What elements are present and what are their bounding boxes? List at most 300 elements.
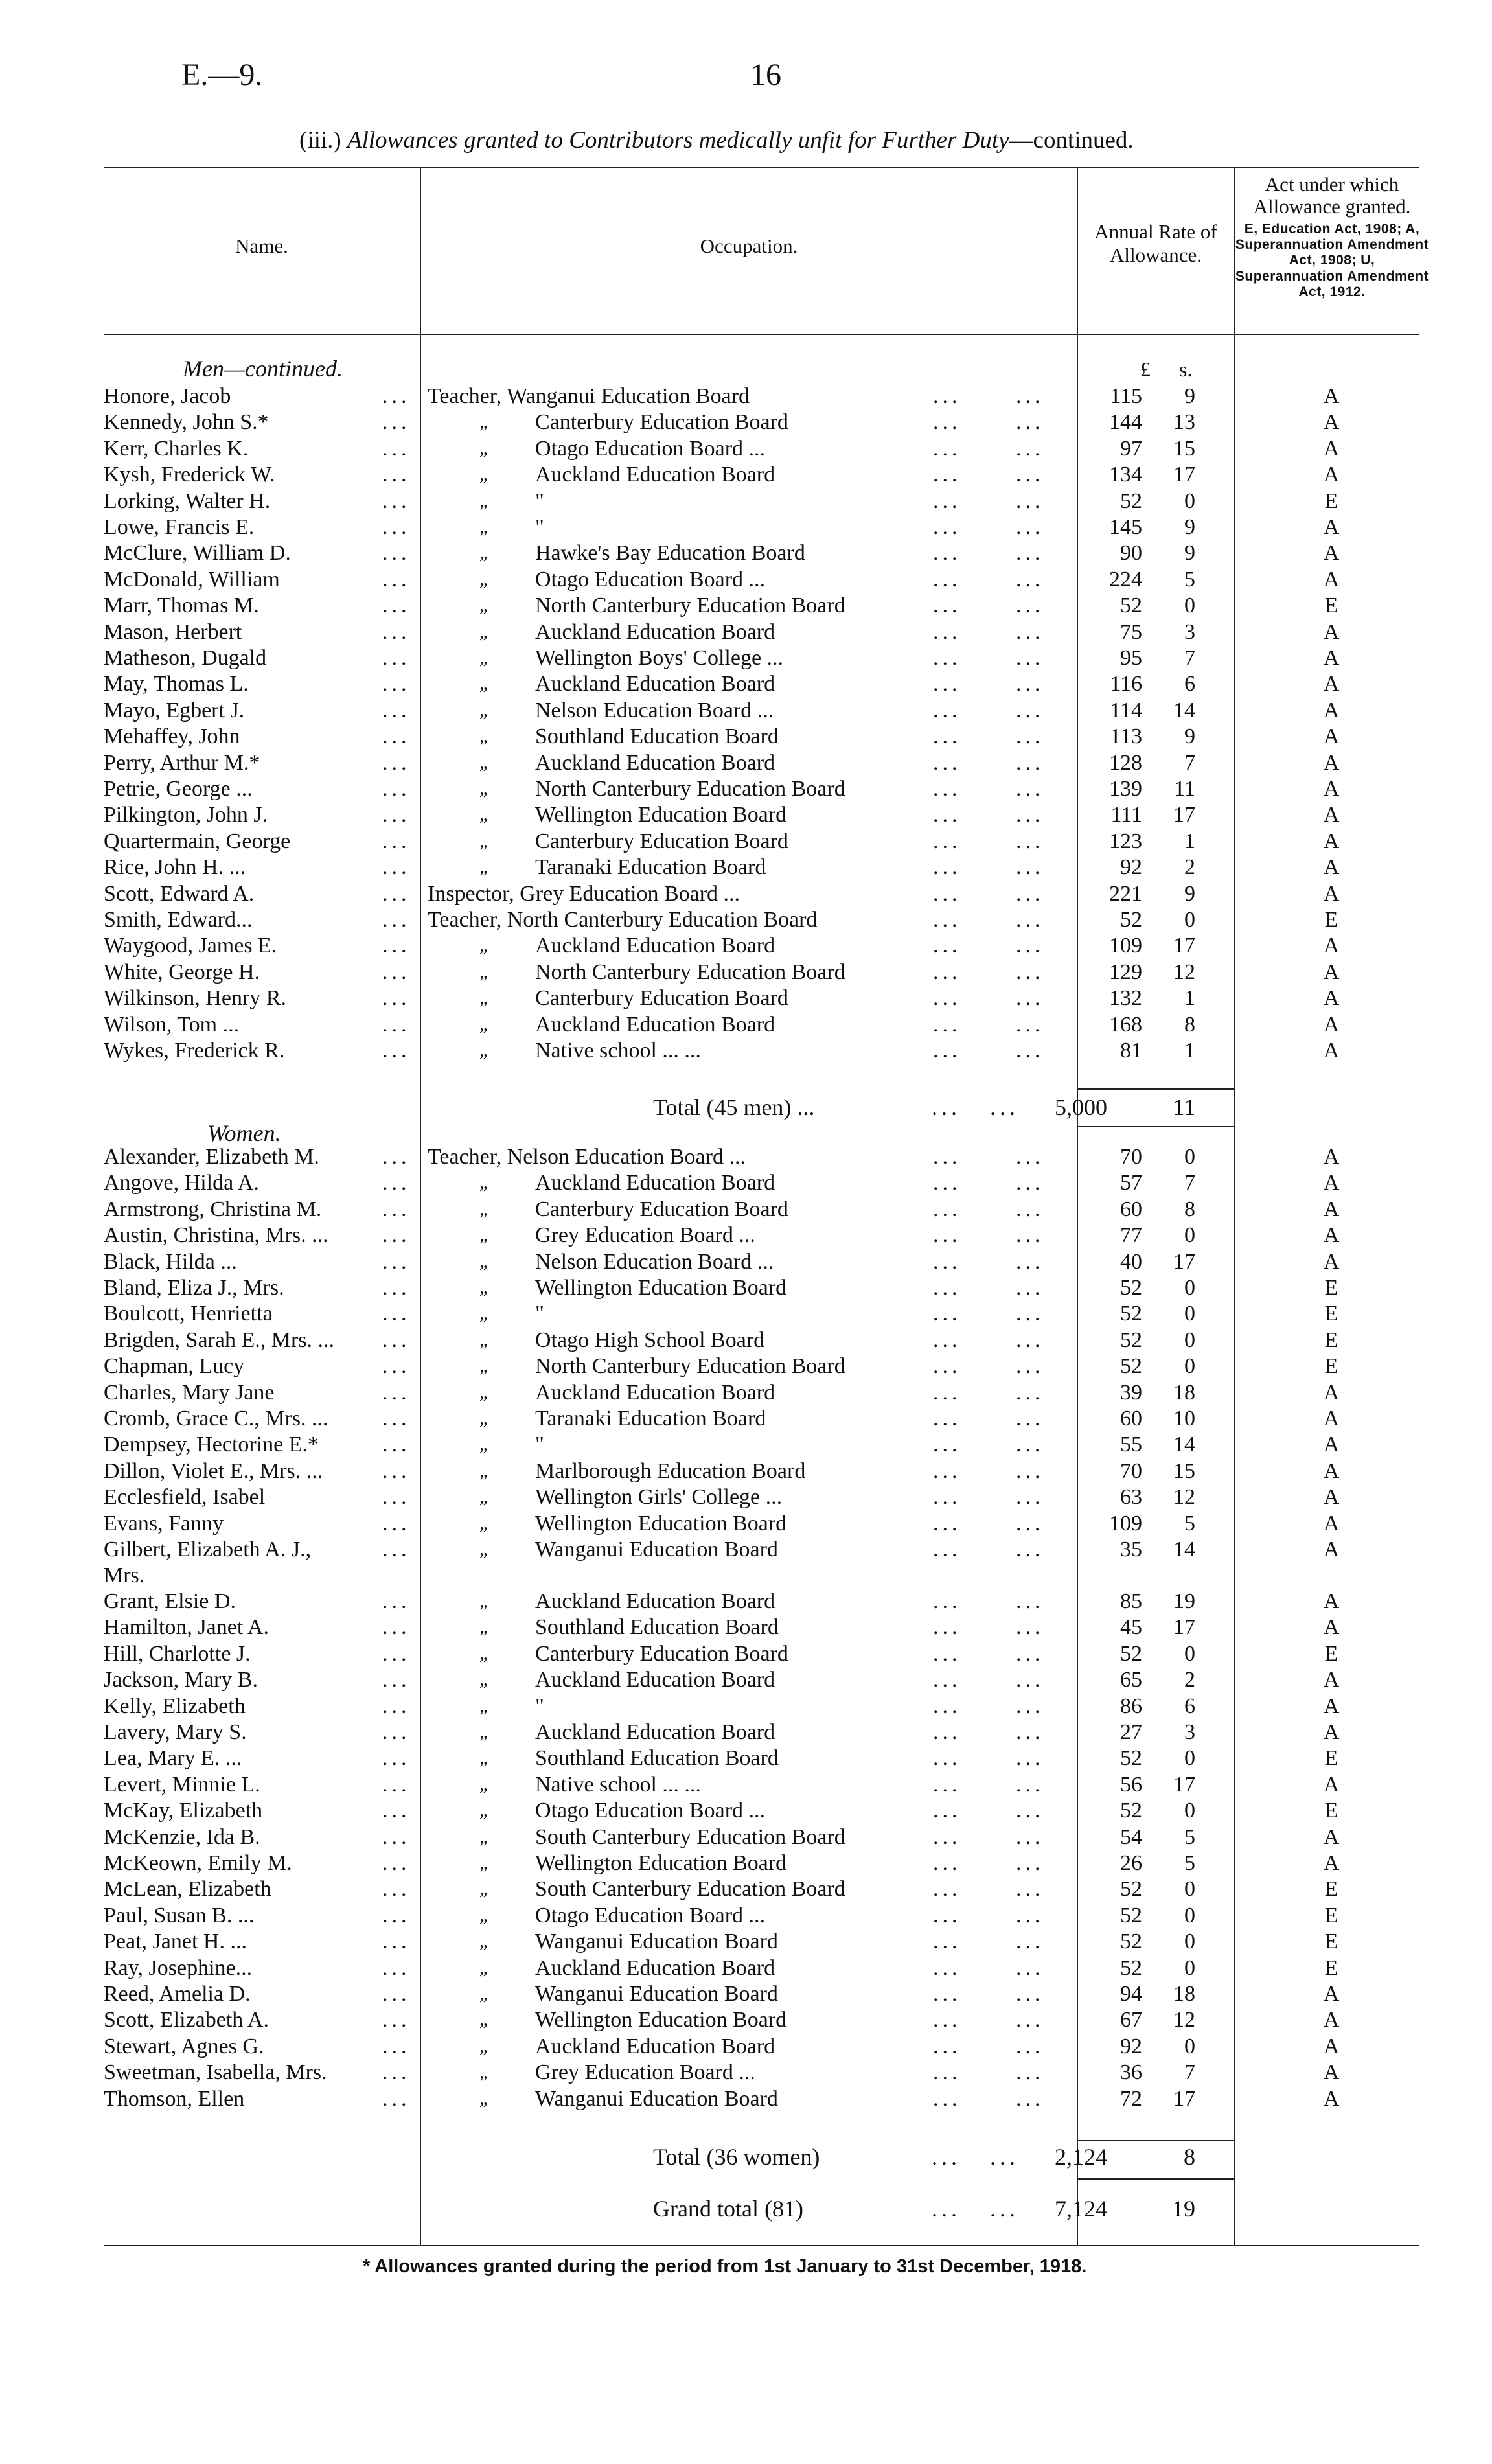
row-occupation-leader: ... [933,698,961,722]
ditto-mark: „ [479,1251,490,1272]
ditto-mark: „ [479,2062,490,2083]
report-code: E.—9. [181,58,263,92]
row-shillings: 0 [1184,1955,1195,1980]
row-name-leader: ... [382,698,411,722]
table-row [0,776,1492,802]
table-row [0,1038,1492,1064]
ditto-mark: „ [479,1434,490,1455]
row-occupation-leader: ... [933,1877,961,1902]
row-pounds: 56 [1120,1772,1142,1797]
row-name: Quartermain, George [104,829,291,853]
row-occupation-leader: ... [933,1145,961,1169]
row-name-leader: ... [382,777,411,801]
table-row [0,436,1492,462]
row-pounds: 221 [1109,881,1142,906]
row-occupation: Auckland Education Board [535,1589,775,1613]
table-top-rule [104,167,1419,168]
row-act: E [1324,908,1338,932]
row-occupation-leader: ... [1016,1249,1044,1274]
row-occupation-leader: ... [1016,803,1044,827]
row-name: McClure, William D. [104,541,291,566]
row-occupation-leader: ... [1016,986,1044,1011]
row-name-leader: ... [382,1171,411,1195]
ditto-mark: „ [479,1041,490,1061]
row-occupation-leader: ... [1016,750,1044,775]
row-shillings: 17 [1173,1249,1195,1274]
row-name-leader: ... [382,2060,411,2085]
row-occupation-leader: ... [933,1851,961,1875]
row-pounds: 65 [1120,1668,1142,1692]
row-occupation: Otago Education Board ... [535,1903,766,1928]
women-total-leader: ... ... [932,2144,1019,2170]
table-row [0,985,1492,1011]
row-name-leader: ... [382,934,411,958]
row-act: A [1323,1589,1340,1613]
row-occupation: Auckland Education Board [535,1012,775,1037]
row-act: E [1324,1903,1338,1928]
row-occupation-leader: ... [1016,541,1044,566]
row-occupation-leader: ... [1016,1641,1044,1666]
row-act: A [1323,1458,1340,1483]
grand-total-label: Grand total (81) [653,2196,803,2222]
row-occupation-leader: ... [933,1799,961,1823]
row-name: Evans, Fanny [104,1511,224,1536]
row-name-leader: ... [382,1903,411,1928]
row-name: Mehaffey, John [104,724,240,749]
row-shillings: 0 [1184,1276,1195,1300]
row-occupation: North Canterbury Education Board [535,593,845,618]
row-occupation: Marlborough Education Board [535,1458,806,1483]
table-row [0,1484,1492,1510]
row-occupation-leader: ... [1016,698,1044,722]
row-name-leader: ... [382,1615,411,1640]
row-name: Marr, Thomas M. [104,593,259,618]
row-occupation: Teacher, Nelson Education Board ... [428,1145,746,1169]
women-total-bottom-rule [1077,2178,1234,2180]
row-occupation: Southland Education Board [535,1615,779,1640]
row-name: Rice, John H. ... [104,855,246,880]
row-occupation-leader: ... [933,1012,961,1037]
row-pounds: 144 [1109,410,1142,435]
row-name-leader: ... [382,541,411,566]
ditto-mark: „ [479,1722,490,1742]
row-occupation-leader: ... [1016,1694,1044,1718]
row-name-leader: ... [382,1668,411,1692]
row-occupation-leader: ... [933,1249,961,1274]
row-name-leader: ... [382,384,411,408]
row-occupation-leader: ... [1016,1955,1044,1980]
ditto-mark: „ [479,1278,490,1298]
row-name-leader: ... [382,1354,411,1379]
men-total-top-rule [1077,1088,1234,1090]
row-occupation: Otago Education Board ... [535,436,766,461]
table-row [0,750,1492,776]
row-occupation-leader: ... [1016,1223,1044,1248]
row-shillings: 17 [1173,803,1195,827]
row-pounds: 52 [1120,1903,1142,1928]
row-name-leader: ... [382,1485,411,1510]
table-row [0,724,1492,750]
ditto-mark: „ [479,1539,490,1560]
row-name-leader: ... [382,1799,411,1823]
row-act: A [1323,1171,1340,1195]
row-name: Petrie, George ... [104,777,253,801]
ditto-mark: „ [479,1591,490,1611]
row-name-leader: ... [382,1982,411,2006]
table-row [0,1275,1492,1301]
row-occupation: Native school ... ... [535,1772,701,1797]
ditto-mark: „ [479,1173,490,1193]
table-row [0,1249,1492,1275]
row-occupation-leader: ... [933,567,961,592]
row-shillings: 11 [1174,777,1195,801]
table-row [0,1876,1492,1902]
row-occupation: Auckland Education Board [535,750,775,775]
row-name: Austin, Christina, Mrs. ... [104,1223,328,1248]
table-row [0,1511,1492,1537]
row-shillings: 15 [1173,436,1195,461]
row-pounds: 109 [1109,934,1142,958]
row-name-leader: ... [382,1380,411,1405]
row-occupation-leader: ... [1016,960,1044,984]
row-occupation-leader: ... [933,1746,961,1771]
row-name: Lavery, Mary S. [104,1720,247,1744]
row-occupation: Wellington Education Board [535,1851,787,1875]
table-row [0,881,1492,907]
row-pounds: 63 [1120,1485,1142,1510]
row-occupation-leader: ... [933,410,961,435]
ditto-mark: „ [479,2088,490,2109]
table-row [0,645,1492,671]
row-pounds: 123 [1109,829,1142,853]
men-total-bottom-rule [1077,1126,1234,1127]
row-shillings: 17 [1173,2086,1195,2111]
row-occupation-leader: ... [1016,463,1044,487]
row-pounds: 72 [1120,2086,1142,2111]
row-pounds: 132 [1109,986,1142,1011]
row-act: A [1323,515,1340,539]
row-name: Alexander, Elizabeth M. [104,1145,319,1169]
row-occupation-leader: ... [1016,515,1044,539]
row-shillings: 18 [1173,1380,1195,1405]
row-name-leader: ... [382,1458,411,1483]
row-name: Kelly, Elizabeth [104,1694,246,1718]
row-shillings: 0 [1184,593,1195,618]
row-name-leader: ... [382,436,411,461]
table-row [0,829,1492,855]
row-act: A [1323,2034,1340,2058]
unit-shillings: s. [1179,358,1193,381]
row-occupation: " [535,515,544,539]
row-shillings: 0 [1184,1641,1195,1666]
row-pounds: 52 [1120,1877,1142,1902]
ditto-mark: „ [479,490,490,511]
row-name-continuation: Mrs. [104,1563,145,1587]
row-name-leader: ... [382,463,411,487]
ditto-mark: „ [479,1801,490,1821]
row-pounds: 92 [1120,855,1142,880]
row-act: A [1323,724,1340,749]
row-shillings: 9 [1184,541,1195,566]
row-occupation-leader: ... [1016,384,1044,408]
ditto-mark: „ [479,1774,490,1795]
row-pounds: 60 [1120,1407,1142,1431]
row-pounds: 52 [1120,1799,1142,1823]
row-act: A [1323,777,1340,801]
row-shillings: 2 [1184,855,1195,880]
row-name: Matheson, Dugald [104,646,267,670]
row-shillings: 7 [1184,750,1195,775]
row-act: A [1323,1485,1340,1510]
row-shillings: 9 [1184,384,1195,408]
row-occupation: Wellington Boys' College ... [535,646,784,670]
row-pounds: 67 [1120,2008,1142,2032]
row-name-leader: ... [382,1772,411,1797]
row-pounds: 95 [1120,646,1142,670]
row-name: Kysh, Frederick W. [104,463,275,487]
row-occupation: Hawke's Bay Education Board [535,541,805,566]
row-pounds: 115 [1110,384,1142,408]
row-shillings: 5 [1184,1511,1195,1536]
row-pounds: 114 [1110,698,1142,722]
row-name: May, Thomas L. [104,672,249,697]
row-shillings: 3 [1184,619,1195,644]
row-name-leader: ... [382,1328,411,1352]
row-name: Bland, Eliza J., Mrs. [104,1276,284,1300]
row-occupation-leader: ... [1016,829,1044,853]
ditto-mark: „ [479,1199,490,1219]
title-suffix: —continued. [1009,127,1134,154]
row-pounds: 60 [1120,1197,1142,1221]
row-act: A [1323,1668,1340,1692]
row-act: A [1323,1223,1340,1248]
row-pounds: 36 [1120,2060,1142,2085]
row-pounds: 81 [1120,1039,1142,1063]
row-occupation: Taranaki Education Board [535,855,766,880]
row-name-leader: ... [382,724,411,749]
row-occupation-leader: ... [1016,1433,1044,1457]
row-occupation-leader: ... [933,829,961,853]
row-name: Chapman, Lucy [104,1354,245,1379]
table-row [0,2007,1492,2033]
row-occupation-leader: ... [933,1197,961,1221]
row-occupation-leader: ... [933,1694,961,1718]
men-total-pounds: 5,000 [1055,1094,1107,1120]
row-occupation-leader: ... [1016,2060,1044,2085]
row-occupation-leader: ... [1016,2008,1044,2032]
row-act: E [1324,1799,1338,1823]
row-act: A [1323,384,1340,408]
table-row [0,1170,1492,1196]
row-occupation-leader: ... [933,1825,961,1849]
row-name: McDonald, William [104,567,280,592]
row-name: McKay, Elizabeth [104,1799,263,1823]
row-occupation-leader: ... [1016,1380,1044,1405]
row-act: A [1323,1145,1340,1169]
row-shillings: 9 [1184,881,1195,906]
row-pounds: 97 [1120,436,1142,461]
row-name-leader: ... [382,489,411,513]
row-name-leader: ... [382,1825,411,1849]
row-occupation-leader: ... [1016,619,1044,644]
row-act: E [1324,489,1338,513]
row-occupation: Canterbury Education Board [535,829,788,853]
row-name: Wykes, Frederick R. [104,1039,285,1063]
row-name-leader: ... [382,803,411,827]
row-act: A [1323,1197,1340,1221]
row-act: E [1324,1302,1338,1326]
row-name-leader: ... [382,646,411,670]
row-name-leader: ... [382,1537,411,1561]
row-occupation-leader: ... [933,1433,961,1457]
row-name: Smith, Edward... [104,908,253,932]
row-shillings: 0 [1184,1929,1195,1954]
table-row [0,1615,1492,1641]
row-occupation-leader: ... [933,960,961,984]
row-name-leader: ... [382,567,411,592]
row-occupation-leader: ... [933,436,961,461]
row-act: A [1323,2008,1340,2032]
grand-total-leader: ... ... [932,2196,1019,2222]
row-occupation: Wanganui Education Board [535,2086,778,2111]
col-head-name: Name. [235,235,288,257]
row-occupation-leader: ... [1016,1851,1044,1875]
row-occupation-leader: ... [1016,2086,1044,2111]
row-shillings: 0 [1184,1799,1195,1823]
row-name: Lea, Mary E. ... [104,1746,242,1771]
row-occupation-leader: ... [1016,1302,1044,1326]
row-name: White, George H. [104,960,260,984]
row-occupation-leader: ... [933,1511,961,1536]
ditto-mark: „ [479,543,490,564]
row-name: Mayo, Egbert J. [104,698,245,722]
table-row [0,1745,1492,1771]
row-occupation-leader: ... [933,908,961,932]
row-shillings: 0 [1184,1328,1195,1352]
row-name: Ecclesfield, Isabel [104,1485,266,1510]
row-act: A [1323,1772,1340,1797]
row-name-leader: ... [382,1197,411,1221]
row-name-leader: ... [382,1746,411,1771]
row-shillings: 7 [1184,646,1195,670]
row-pounds: 52 [1120,1328,1142,1352]
row-shillings: 9 [1184,724,1195,749]
table-row [0,1380,1492,1406]
row-name-leader: ... [382,1145,411,1169]
section-men-heading: Men—continued. [183,356,343,382]
table-row [0,1641,1492,1667]
row-occupation-leader: ... [1016,1537,1044,1561]
row-occupation-leader: ... [933,1955,961,1980]
ditto-mark: „ [479,1409,490,1429]
row-name: Mason, Herbert [104,619,242,644]
row-pounds: 77 [1120,1223,1142,1248]
row-name: Grant, Elsie D. [104,1589,236,1613]
ditto-mark: „ [479,831,490,851]
ditto-mark: „ [479,465,490,485]
row-shillings: 8 [1184,1012,1195,1037]
row-pounds: 116 [1110,672,1142,697]
row-name: Thomson, Ellen [104,2086,245,2111]
row-act: A [1323,1851,1340,1875]
table-row [0,1798,1492,1824]
row-name: Pilkington, John J. [104,803,268,827]
row-occupation-leader: ... [1016,777,1044,801]
ditto-mark: „ [479,1748,490,1769]
row-occupation-leader: ... [933,1276,961,1300]
row-shillings: 17 [1173,934,1195,958]
table-row [0,489,1492,514]
row-occupation-leader: ... [933,2008,961,2032]
row-shillings: 10 [1173,1407,1195,1431]
men-total-label: Total (45 men) ... [653,1094,815,1120]
row-pounds: 111 [1110,803,1142,827]
row-occupation: Auckland Education Board [535,1380,775,1405]
row-shillings: 13 [1173,410,1195,435]
row-occupation-leader: ... [1016,1929,1044,1954]
row-pounds: 75 [1120,619,1142,644]
row-occupation: Otago High School Board [535,1328,765,1352]
row-name: Peat, Janet H. ... [104,1929,247,1954]
row-occupation-leader: ... [1016,436,1044,461]
row-occupation-leader: ... [933,1223,961,1248]
row-shillings: 1 [1184,1039,1195,1063]
ditto-mark: „ [479,1304,490,1324]
row-shillings: 0 [1184,1302,1195,1326]
table-row [0,2034,1492,2060]
row-name: Sweetman, Isabella, Mrs. [104,2060,327,2085]
row-occupation-leader: ... [1016,881,1044,906]
row-occupation: Teacher, Wanganui Education Board [428,384,750,408]
row-act: A [1323,1982,1340,2006]
row-shillings: 14 [1173,698,1195,722]
row-pounds: 52 [1120,1929,1142,1954]
row-name: Ray, Josephine... [104,1955,253,1980]
row-occupation-leader: ... [933,384,961,408]
row-pounds: 129 [1109,960,1142,984]
col-head-occupation: Occupation. [700,235,798,257]
row-occupation-leader: ... [933,1589,961,1613]
row-name-leader: ... [382,410,411,435]
row-act: E [1324,1929,1338,1954]
row-shillings: 1 [1184,986,1195,1011]
women-total-pounds: 2,124 [1055,2144,1107,2170]
row-shillings: 0 [1184,1746,1195,1771]
row-occupation: North Canterbury Education Board [535,1354,845,1379]
row-act: E [1324,593,1338,618]
row-name-leader: ... [382,960,411,984]
row-occupation: Auckland Education Board [535,2034,775,2058]
row-occupation-leader: ... [1016,1746,1044,1771]
row-occupation: Southland Education Board [535,724,779,749]
row-shillings: 0 [1184,2034,1195,2058]
row-name: Perry, Arthur M.* [104,750,260,775]
row-name-leader: ... [382,619,411,644]
row-occupation: " [535,489,544,513]
row-occupation: South Canterbury Education Board [535,1825,845,1849]
row-occupation: Native school ... ... [535,1039,701,1063]
row-occupation-leader: ... [1016,1799,1044,1823]
row-occupation-leader: ... [933,2034,961,2058]
row-occupation-leader: ... [1016,1458,1044,1483]
row-occupation-leader: ... [1016,1877,1044,1902]
footnote: * Allowances granted during the period from 1st January to 31st December, 1918. [363,2256,1087,2277]
row-occupation: Canterbury Education Board [535,986,788,1011]
table-row [0,1223,1492,1249]
table-row [0,802,1492,828]
row-name: Angove, Hilda A. [104,1171,259,1195]
row-occupation: Canterbury Education Board [535,410,788,435]
